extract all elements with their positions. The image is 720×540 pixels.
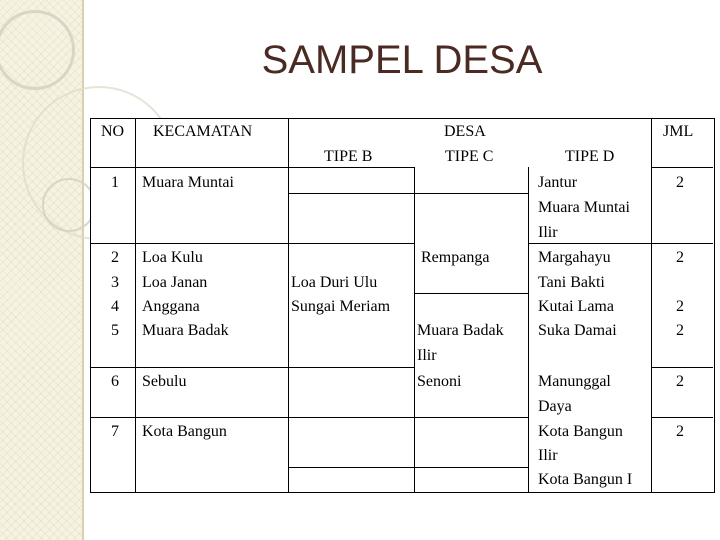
- row-jml: 2: [676, 249, 684, 266]
- row-tipe-d: Suka Damai: [538, 322, 617, 339]
- row-jml: 2: [676, 174, 684, 191]
- column-divider: [651, 119, 652, 492]
- row-kecamatan: Loa Kulu: [142, 249, 203, 266]
- row-divider: [288, 243, 414, 244]
- row-tipe-d: Kutai Lama: [538, 298, 614, 315]
- header-tipe-d: TIPE D: [565, 148, 615, 165]
- row-jml: 2: [676, 373, 684, 390]
- row-divider: [91, 167, 135, 168]
- header-tipe-b: TIPE B: [324, 148, 373, 165]
- row-kecamatan: Kota Bangun: [142, 423, 227, 440]
- slide-title: SAMPEL DESA: [261, 38, 543, 82]
- row-divider: [91, 367, 288, 368]
- row-tipe-d: Margahayu: [538, 249, 611, 266]
- row-divider: [288, 417, 414, 418]
- row-divider: [288, 467, 528, 468]
- row-tipe-b: Sungai Meriam: [291, 298, 391, 315]
- decorative-circle: [42, 178, 96, 232]
- header-no: NO: [101, 123, 125, 140]
- header-jml: JML: [663, 123, 694, 140]
- row-jml: 2: [676, 423, 684, 440]
- row-tipe-d: Daya: [538, 398, 572, 415]
- row-divider: [288, 367, 414, 368]
- row-no: 5: [111, 322, 119, 339]
- row-tipe-d: Jantur: [538, 174, 578, 191]
- row-tipe-d: Kota Bangun I: [538, 471, 633, 488]
- row-kecamatan: Muara Muntai: [142, 174, 234, 191]
- row-divider: [651, 243, 713, 244]
- row-kecamatan: Sebulu: [142, 373, 187, 390]
- row-tipe-d: Tani Bakti: [538, 274, 605, 291]
- row-tipe-c: Senoni: [417, 373, 462, 390]
- row-divider: [135, 167, 288, 168]
- row-tipe-b: Loa Duri Ulu: [291, 274, 378, 291]
- sample-villages-table: [90, 118, 715, 493]
- row-tipe-c: Ilir: [417, 347, 437, 364]
- header-tipe-c: TIPE C: [445, 148, 494, 165]
- row-divider: [414, 293, 528, 294]
- header-kecamatan: KECAMATAN: [153, 123, 253, 140]
- column-divider: [414, 167, 415, 492]
- row-tipe-c: Muara Badak: [417, 322, 504, 339]
- row-divider: [91, 243, 288, 244]
- column-divider: [288, 119, 289, 492]
- row-kecamatan: Muara Badak: [142, 322, 229, 339]
- row-no: 1: [111, 174, 119, 191]
- row-kecamatan: Anggana: [142, 298, 200, 315]
- row-tipe-d: Muara Muntai: [538, 199, 630, 216]
- row-jml: 2: [676, 322, 684, 339]
- row-no: 7: [111, 423, 119, 440]
- column-divider: [528, 167, 529, 492]
- row-tipe-d: Manunggal: [538, 373, 611, 390]
- row-kecamatan: Loa Janan: [142, 274, 208, 291]
- row-no: 6: [111, 373, 119, 390]
- header-desa: DESA: [444, 123, 486, 140]
- row-divider: [288, 193, 528, 194]
- row-divider: [651, 167, 713, 168]
- row-jml: 2: [676, 298, 684, 315]
- row-tipe-c: Rempanga: [421, 249, 490, 266]
- row-no: 4: [111, 298, 119, 315]
- row-divider: [91, 417, 288, 418]
- row-divider: [414, 417, 528, 418]
- row-tipe-d: Kota Bangun: [538, 423, 623, 440]
- column-divider: [135, 119, 136, 492]
- row-divider: [651, 417, 713, 418]
- row-no: 2: [111, 249, 119, 266]
- row-no: 3: [111, 274, 119, 291]
- row-tipe-d: Ilir: [538, 447, 558, 464]
- row-tipe-d: Ilir: [538, 224, 558, 241]
- row-divider: [651, 367, 713, 368]
